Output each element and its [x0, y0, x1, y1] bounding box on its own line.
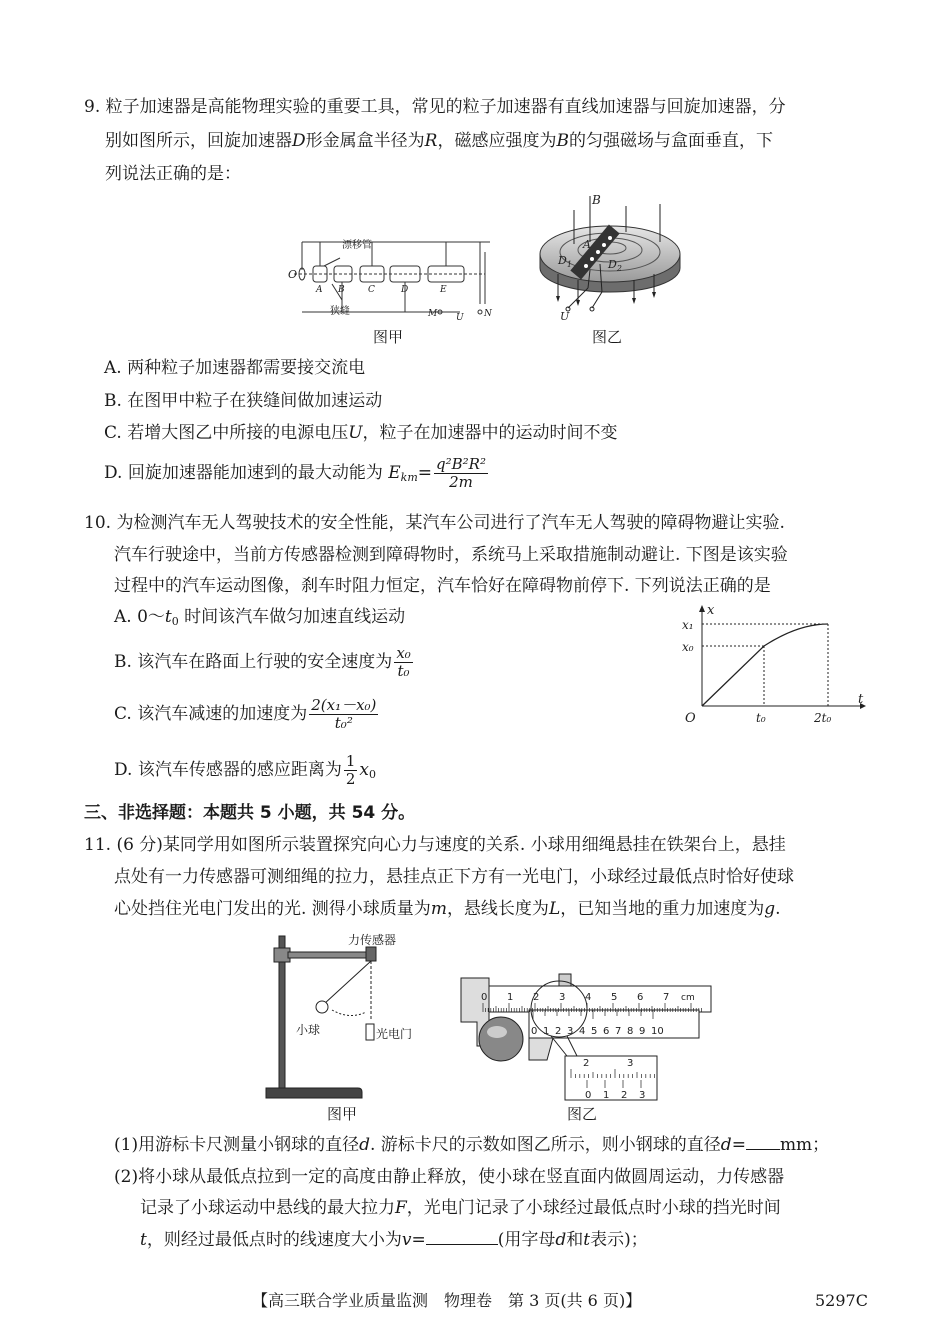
q11-stem-text: . [775, 899, 781, 919]
q10-option-d [114, 750, 376, 795]
q11-var-m: m [430, 899, 447, 919]
q10-option-b-fraction [394, 645, 412, 680]
q9-stem-text: 的匀强磁场与盒面垂直，下 [568, 131, 773, 151]
section-heading: 三、非选择题：本题共 5 小题，共 54 分。 [84, 803, 416, 823]
q10-option-d-fraction [344, 753, 358, 788]
q9-option-a: A. 两种粒子加速器都需要接交流电 [104, 358, 366, 378]
graph-tick-2t0: 2t₀ [814, 711, 832, 725]
q11-part2-var-d: d [555, 1230, 567, 1250]
fraction-numerator: q²B²R² [436, 455, 486, 473]
main-scale-num: 5 [611, 992, 618, 1003]
main-scale-num: 3 [559, 992, 566, 1003]
fraction-denominator: t₀ [397, 662, 410, 680]
main-scale-num: 7 [663, 992, 670, 1003]
cyclotron-b-label: B [592, 193, 601, 207]
q10-option-b-text: B. 该汽车在路面上行驶的安全速度为 [114, 652, 393, 672]
vernier-num: 8 [627, 1026, 634, 1037]
q10-option-a [114, 606, 405, 633]
q10-stem-line1: 10. 为检测汽车无人驾驶技术的安全性能，某汽车公司进行了汽车无人驾驶的障碍物避让实验. [84, 513, 785, 533]
vernier-num: 7 [615, 1026, 622, 1037]
graph-x-label: x [707, 603, 715, 618]
vernier-num: 6 [603, 1026, 610, 1037]
graph-origin: O [685, 711, 696, 726]
q11-part2-var-v: v [401, 1230, 412, 1250]
fraction-numerator: 1 [345, 752, 356, 770]
photogate-label: 光电门 [376, 1027, 413, 1041]
ball-label: 小球 [296, 1023, 321, 1037]
q10-stem-line2: 汽车行驶途中，当前方传感器检测到障碍物时，系统马上采取措施制动避让. 下图是该实验 [114, 545, 788, 565]
vernier-num: 1 [543, 1026, 550, 1037]
fig-yi-caption: 图乙 [592, 328, 623, 346]
fig-jia-caption: 图甲 [373, 328, 404, 346]
q11-fig-jia-caption: 图甲 [327, 1105, 358, 1123]
q11-part1-eq: = [731, 1135, 746, 1155]
x-t-graph [680, 602, 870, 727]
q9-option-d-eq: = [417, 463, 433, 483]
cyclotron-a-label: A [583, 238, 591, 251]
q9-option-c [104, 422, 618, 444]
q9-var-b: B [556, 131, 569, 151]
q11-part2-var-f: F [395, 1198, 407, 1218]
q11-part2-var-t: t [583, 1230, 591, 1250]
q11-part1 [114, 1134, 829, 1156]
q10-option-c [114, 694, 380, 734]
q9-stem-text: 别如图所示，回旋加速器 [105, 131, 292, 151]
q10-option-a-text: 时间该汽车做匀加速直线运动 [178, 607, 406, 627]
answer-blank-velocity[interactable] [426, 1244, 498, 1245]
q10-option-d-sub: 0 [368, 768, 376, 781]
position-curve [702, 624, 828, 706]
q11-var-g: g [764, 899, 776, 919]
page-footer: 【高三联合学业质量监测 物理卷 第 3 页(共 6 页)】 [252, 1291, 642, 1310]
q9-option-d-fraction [434, 456, 488, 491]
q11-part1-var: d [359, 1135, 370, 1155]
q11-part2-var-t: t [140, 1230, 147, 1250]
q11-part1-text: (1)用游标卡尺测量小钢球的直径 [114, 1135, 360, 1155]
vernier-caliper-figure [455, 960, 715, 1105]
q11-part2-text: (用字母 [497, 1230, 556, 1250]
tube-b-label: B [338, 285, 345, 295]
q11-part2-line2 [140, 1197, 781, 1219]
q10-option-a-t: t [164, 607, 172, 627]
vernier-num: 3 [567, 1026, 574, 1037]
cyclotron-figure [528, 192, 693, 322]
tube-c-label: C [368, 285, 375, 295]
vernier-num: 0 [531, 1026, 538, 1037]
q9-stem-text: 形金属盒半径为 [305, 131, 425, 151]
q11-stem-line3 [114, 898, 781, 920]
drift-tube-label: 漂移管 [342, 240, 372, 251]
cyclotron-u-label: U [560, 310, 570, 323]
main-scale-num: 1 [507, 992, 514, 1003]
q10-option-d-text: D. 该汽车传感器的感应距离为 [114, 760, 342, 780]
fraction-numerator: 2(x₁－x₀) [311, 696, 377, 714]
q9-stem-line1: 9. 粒子加速器是高能物理实验的重要工具，常见的粒子加速器有直线加速器与回旋加速器，分 [84, 97, 786, 117]
q9-option-d-e: E [388, 463, 401, 483]
voltage-u-label: U [456, 313, 464, 323]
q11-part2-line1: (2)将小球从最低点拉到一定的高度由静止释放，使小球在竖直面内做圆周运动，力传感器 [114, 1167, 785, 1187]
q9-stem-line2 [105, 130, 773, 152]
zoom-main-num: 2 [583, 1058, 590, 1069]
q10-option-a-sub: 0 [171, 615, 179, 628]
linear-accelerator-figure [280, 232, 500, 322]
q11-stem-text: ，已知当地的重力加速度为 [560, 899, 765, 919]
q10-option-c-text: C. 该汽车减速的加速度为 [114, 704, 308, 724]
fraction-denominator: 2 [345, 770, 356, 788]
q10-option-b [114, 643, 415, 681]
q9-option-c-text: C. 若增大图乙中所接的电源电压 [104, 423, 349, 443]
terminal-n-label: N [484, 309, 492, 319]
q11-stem-text: ，悬线长度为 [446, 899, 549, 919]
fraction-denominator: 2m [449, 473, 473, 491]
graph-tick-t0: t₀ [756, 711, 766, 725]
q11-part2-text: 和 [566, 1230, 584, 1250]
q11-stem-line1: 11. (6 分)某同学用如图所示装置探究向心力与速度的关系. 小球用细绳悬挂在铁架台上，悬挂 [84, 835, 786, 855]
q11-part2-text: ，则经过最低点时的线速度大小为 [146, 1230, 402, 1250]
fraction-denominator: t₀² [334, 714, 353, 732]
q10-option-d-x: x [359, 760, 369, 780]
q10-option-a-text: A. 0～ [114, 607, 165, 627]
q11-stem-line2: 点处有一力传感器可测细绳的拉力，悬挂点正下方有一光电门，小球经过最低点时恰好使球 [114, 867, 794, 887]
q9-stem-line3: 列说法正确的是： [105, 164, 241, 184]
vernier-num: 9 [639, 1026, 646, 1037]
main-scale-num: 2 [533, 992, 540, 1003]
main-scale-num: 4 [585, 992, 592, 1003]
q9-option-c-var: U [348, 423, 363, 443]
q11-part2-text: 表示)； [590, 1230, 648, 1250]
q9-option-c-text: ，粒子在加速器中的运动时间不变 [362, 423, 618, 443]
q11-part2-eq: = [411, 1230, 426, 1250]
terminal-m-label: M [428, 309, 438, 319]
zoom-main-num: 3 [627, 1058, 634, 1069]
q10-option-c-fraction [309, 697, 378, 732]
q9-stem-text: ，磁感应强度为 [437, 131, 557, 151]
graph-t-label: t [858, 692, 864, 707]
fraction-numerator: x₀ [396, 644, 411, 662]
exam-code: 5297C [815, 1291, 868, 1310]
q11-part2-line3 [140, 1229, 648, 1251]
iron-stand-figure [262, 930, 422, 1102]
q11-fig-yi-caption: 图乙 [567, 1105, 598, 1123]
zoom-vernier-num: 1 [603, 1090, 610, 1101]
q11-var-l: L [548, 899, 561, 919]
vernier-num: 5 [591, 1026, 598, 1037]
point-o-label: O [288, 268, 298, 281]
vernier-num: 2 [555, 1026, 562, 1037]
graph-tick-x0: x₀ [682, 640, 694, 654]
main-scale-unit: cm [681, 993, 695, 1003]
q9-var-r: R [424, 131, 438, 151]
force-sensor-label: 力传感器 [348, 933, 397, 947]
answer-blank-diameter[interactable] [746, 1149, 780, 1150]
tube-e-label: E [440, 285, 447, 295]
main-scale-num: 6 [637, 992, 644, 1003]
vernier-num: 4 [579, 1026, 586, 1037]
q11-part2-text: 记录了小球运动中悬线的最大拉力 [140, 1198, 395, 1218]
main-scale-num: 0 [481, 992, 488, 1003]
q9-var-d: D [292, 131, 306, 151]
tube-d-label: D [401, 285, 409, 295]
graph-tick-x1: x₁ [682, 618, 694, 632]
zoom-vernier-num: 0 [585, 1090, 592, 1101]
tube-a-label: A [316, 285, 323, 295]
q9-option-d-sub: km [400, 471, 418, 484]
q11-part1-text: . 游标卡尺的示数如图乙所示，则小钢球的直径 [369, 1135, 721, 1155]
q9-option-d [104, 454, 490, 497]
q11-stem-text: 心处挡住光电门发出的光. 测得小球质量为 [114, 899, 431, 919]
q10-stem-line3: 过程中的汽车运动图像，刹车时阻力恒定，汽车恰好在障碍物前停下. 下列说法正确的是 [114, 576, 771, 596]
zoom-vernier-num: 2 [621, 1090, 628, 1101]
q9-option-b: B. 在图甲中粒子在狭缝间做加速运动 [104, 391, 383, 411]
slit-label: 狭缝 [330, 306, 350, 317]
d2-label: $D_2$ [608, 258, 622, 273]
q9-option-d-text: D. 回旋加速器能加速到的最大动能为 [104, 463, 383, 483]
q11-part1-unit: mm； [779, 1135, 830, 1155]
d1-label: $D_1$ [558, 254, 572, 269]
q11-part2-text: ，光电门记录了小球经过最低点时小球的挡光时间 [406, 1198, 781, 1218]
vernier-num: 10 [651, 1026, 664, 1037]
zoom-vernier-num: 3 [639, 1090, 646, 1101]
q11-part1-var: d [720, 1135, 732, 1155]
